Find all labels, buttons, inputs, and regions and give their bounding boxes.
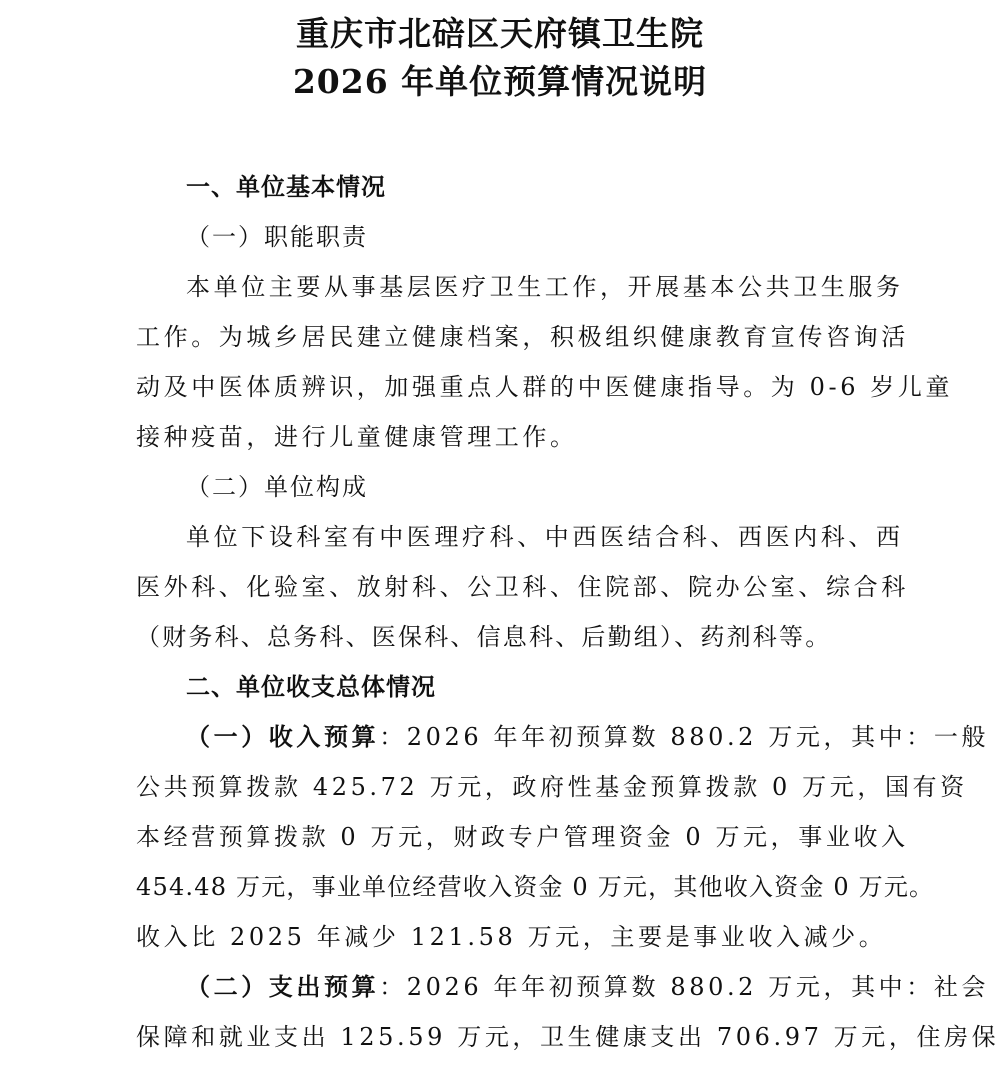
expense-line-1-text: ：2026 年年初预算数 880.2 万元，其中：社会 xyxy=(379,973,990,1001)
income-line-3: 本经营预算拨款 0 万元，财政专户管理资金 0 万元，事业收入 xyxy=(136,823,909,851)
expense-paragraph xyxy=(136,962,1000,1062)
duties-paragraph xyxy=(136,262,954,462)
document-title-line-1: 重庆市北碚区天府镇卫生院 xyxy=(296,14,704,53)
document-title-line-2: 2026 年单位预算情况说明 xyxy=(292,62,708,101)
expense-line-2: 保障和就业支出 125.59 万元，卫生健康支出 706.97 万元，住房保 xyxy=(136,1023,1000,1051)
income-line-4: 454.48 万元，事业单位经营收入资金 0 万元，其他收入资金 0 万元。 xyxy=(136,873,935,901)
section-1-heading: 一、单位基本情况 xyxy=(186,172,386,201)
income-line-1-text: ：2026 年年初预算数 880.2 万元，其中：一般 xyxy=(379,723,990,751)
structure-paragraph xyxy=(136,512,909,662)
income-label: （一）收入预算 xyxy=(186,722,380,751)
income-paragraph xyxy=(136,712,990,962)
section-2-heading: 二、单位收支总体情况 xyxy=(186,672,436,701)
duties-line-3: 动及中医体质辨识，加强重点人群的中医健康指导。为 0-6 岁儿童 xyxy=(136,373,954,401)
duties-line-4: 接种疫苗，进行儿童健康管理工作。 xyxy=(136,423,578,451)
expense-label: （二）支出预算 xyxy=(186,972,380,1001)
income-line-5: 收入比 2025 年减少 121.58 万元，主要是事业收入减少。 xyxy=(136,923,887,951)
section-1-subheading-duties: （一）职能职责 xyxy=(186,223,368,251)
structure-line-1: 单位下设科室有中医理疗科、中西医结合科、西医内科、西 xyxy=(186,523,904,551)
income-line-2: 公共预算拨款 425.72 万元，政府性基金预算拨款 0 万元，国有资 xyxy=(136,773,968,801)
income-line-1 xyxy=(136,712,990,762)
structure-line-3: （财务科、总务科、医保科、信息科、后勤组）、药剂科等。 xyxy=(136,623,832,651)
expense-line-1 xyxy=(136,962,990,1012)
structure-line-2: 医外科、化验室、放射科、公卫科、住院部、院办公室、综合科 xyxy=(136,573,909,601)
duties-line-1: 本单位主要从事基层医疗卫生工作，开展基本公共卫生服务 xyxy=(186,273,904,301)
duties-line-2: 工作。为城乡居民建立健康档案，积极组织健康教育宣传咨询活 xyxy=(136,323,909,351)
section-1-subheading-structure: （二）单位构成 xyxy=(186,473,368,501)
